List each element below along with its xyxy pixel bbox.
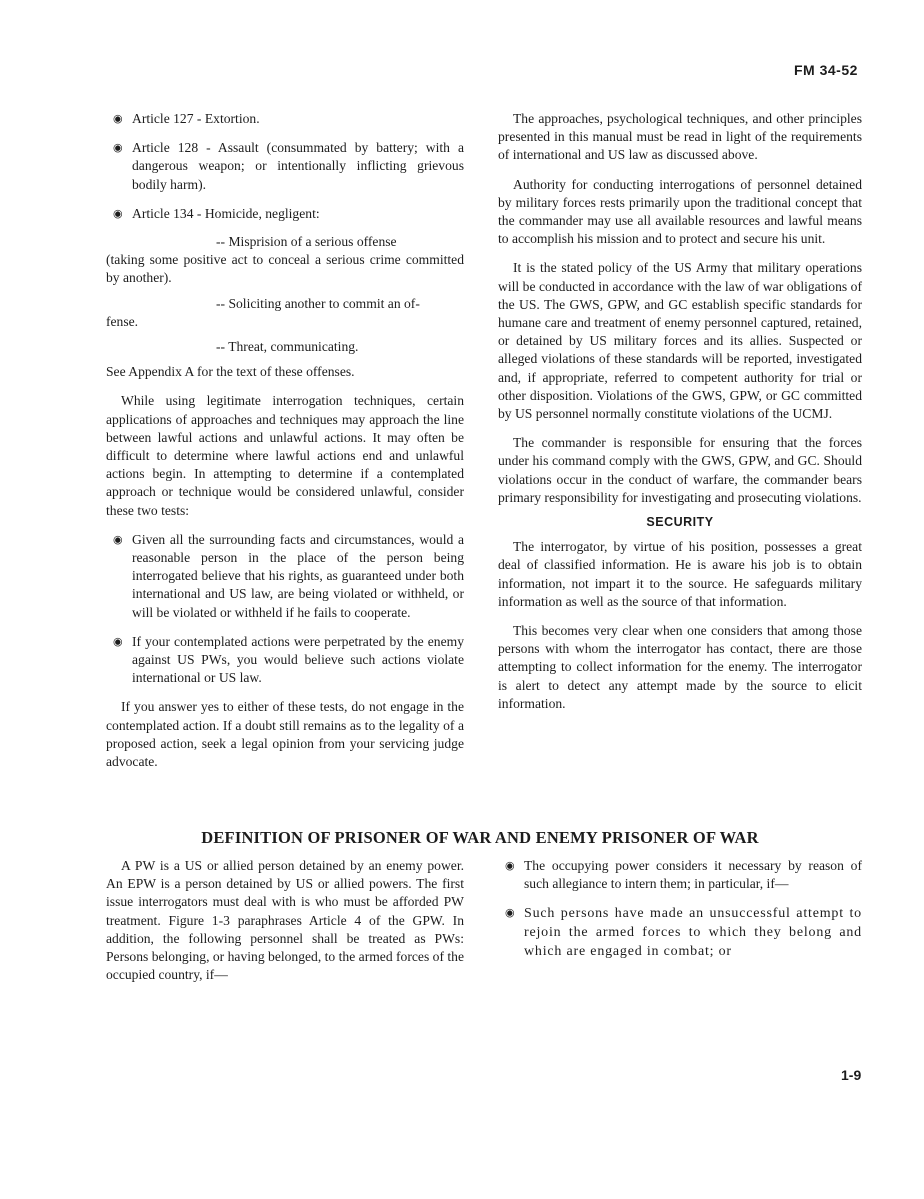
bullet-text: Article 134 - Homicide, negligent: (132, 205, 320, 221)
test-item (106, 633, 464, 688)
pw-definition-paragraph: A PW is a US or allied person detained by an enemy power. An EPW is a person detained by US or allied powers. The first issue interrogators must deal with is who must be afforded PW treatment. Figure 1-3 paraphrases Article 4 of the GPW. In addition, the following personnel shall be treated as PWs: Persons belonging, or having belonged, to the armed forces of the occupied country, if— (106, 858, 464, 983)
bullet-icon: ◉ (505, 860, 515, 872)
condition-item (498, 857, 862, 893)
bullet-icon: ◉ (113, 142, 123, 155)
threat-text: -- Threat, communicating. (216, 339, 359, 355)
see-appendix: See Appendix A for the text of these offenses. (106, 364, 355, 380)
test-item (106, 531, 464, 622)
page-number: 1-9 (841, 1067, 862, 1083)
bullet-text: Article 127 - Extortion. (132, 111, 260, 126)
clear-paragraph: This becomes very clear when one considers that among those persons with whom the interrogator has contact, there are those attempting to collect information for the enemy. The interrogator is alert to detect any attempt made by the source to elicit information. (498, 623, 862, 711)
manual-number: FM 34-52 (794, 62, 858, 78)
section-left-column (106, 857, 464, 995)
bullet-item (106, 139, 464, 194)
policy-paragraph: It is the stated policy of the US Army that military operations will be conducted in accordance with the law of war obligations of the US. The GWS, GPW, and GC establish specific standards for humane care and treatment of enemy personnel captured, retained, or detained by US military forces and its allies. Suspected or alleged violations of these standards will be reported, investigated and, if appropriate, referred to competent authority for trial or other disposition. Violations of the GWS, GPW, or GC committed by US personnel normally constitute violations of the UCMJ. (498, 260, 862, 422)
security-heading: SECURITY (646, 515, 714, 530)
test-text: Given all the surrounding facts and circumstances, would a reasonable person in the place of the person being interrogated believe that his rights, as guaranteed under both international and US law, are being violated or withheld, or will be violated or withheld if he fails to cooperate. (132, 531, 464, 620)
threat-line (106, 338, 464, 356)
soliciting-lead: -- Soliciting another to commit an of- (216, 295, 420, 311)
bullet-text: Article 128 - Assault (consummated by battery; with a dangerous weapon; or intentionally inflicting grievous bodily harm). (132, 140, 464, 192)
condition-item (498, 904, 862, 961)
bullet-icon: ◉ (113, 635, 123, 648)
misprision-rest: (taking some positive act to conceal a serious crime committed by another). (106, 252, 464, 286)
soliciting-paragraph (106, 295, 464, 331)
legit-paragraph: While using legitimate interrogation techniques, certain applications of approaches and techniques may approach the line between lawful actions and unlawful actions. It may often be difficult to determine where lawful actions end and unlawful actions begin. In attempting to determine if a contemplated approach or technique would be considered unlawful, consider these two tests: (106, 393, 464, 518)
test-text: If your contemplated actions were perpetrated by the enemy against US PWs, you would believe such actions violate international or US law. (132, 633, 464, 686)
bullet-icon: ◉ (113, 533, 123, 546)
bullet-icon: ◉ (113, 207, 123, 220)
right-column (498, 110, 862, 724)
bullet-item (106, 205, 464, 223)
condition-text: Such persons have made an unsuccessful attempt to rejoin the armed forces to which they belong and which are engaged in combat; or (524, 906, 862, 960)
misprision-lead: -- Misprision of a serious offense (216, 234, 397, 250)
approaches-paragraph: The approaches, psychological techniques, and other principles presented in this manual must be read in light of the requirements of international and US law as discussed above. (498, 111, 862, 163)
section-right-column (498, 857, 862, 972)
commander-paragraph: The commander is responsible for ensuring that the forces under his command comply with the GWS, GPW, and GC. Should violations occur in the conduct of warfare, the commander bears primary responsibility for investigating and prosecuting violations. (498, 435, 862, 505)
bullet-icon: ◉ (113, 113, 123, 125)
bullet-icon: ◉ (505, 907, 516, 920)
answer-paragraph: If you answer yes to either of these tests, do not engage in the contemplated action. If a doubt still remains as to the legality of a proposed action, seek a legal opinion from your servicing judge advocate. (106, 699, 464, 770)
bullet-item (106, 110, 464, 128)
interrogator-paragraph: The interrogator, by virtue of his position, possesses a great deal of classified information. He is aware his job is to obtain information, not impart it to the source. He safeguards military information as well as the source of that information. (498, 539, 862, 609)
section-title: DEFINITION OF PRISONER OF WAR AND ENEMY PRISONER OF WAR (201, 828, 759, 847)
condition-text: The occupying power considers it necessary by reason of such allegiance to intern them; in particular, if— (524, 858, 862, 892)
left-column (106, 110, 464, 782)
misprision-paragraph (106, 233, 464, 288)
soliciting-rest: fense. (106, 313, 139, 329)
authority-paragraph: Authority for conducting interrogations of personnel detained by military forces rests primarily upon the traditional concept that the commander may use all available resources and lawful means to accomplish his mission and to protect and secure his unit. (498, 176, 862, 247)
